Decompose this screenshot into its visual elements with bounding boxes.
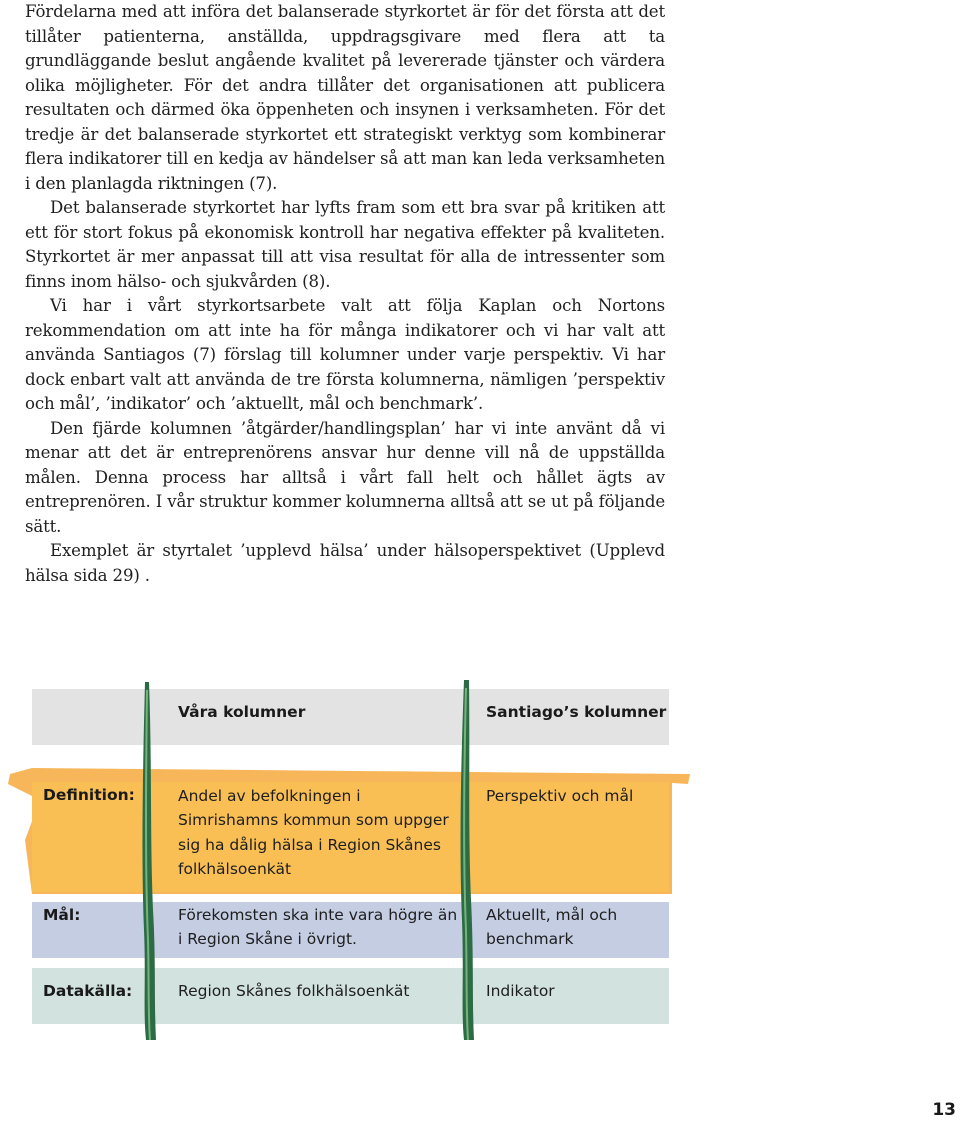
- datakalla-ours-cell: Region Skånes folkhälsoenkät: [178, 982, 410, 1000]
- definition-ours-cell: Andel av befolkningen i Simrishamns kommun som uppger sig ha dålig hälsa i Region Skånes folkhälsoenkät: [178, 787, 449, 878]
- page-number: 13: [932, 1100, 956, 1120]
- paragraph-3: Vi har i vårt styrkortsarbete valt att följa Kaplan och Nortons rekommendation om att inte ha för många indikatorer och vi har valt att använda Santiagos (7) förslag till kolumner under varje perspektiv. Vi har dock enbart valt att använda de tre första kolumnerna, nämligen ’perspektiv och mål’, ’indikator’ och ’aktuellt, mål och benchmark’.: [25, 296, 665, 413]
- stem-left: [142, 682, 156, 1040]
- row-label-mal: Mål:: [43, 906, 81, 924]
- mal-ours-cell: Förekomsten ska inte vara högre än i Region Skåne i övrigt.: [178, 906, 458, 949]
- paragraph-5: Exemplet är styrtalet ’upplevd hälsa’ under hälsoperspektivet (Upplevd hälsa sida 29) .: [25, 541, 665, 585]
- datakalla-santiago-cell: Indikator: [486, 982, 555, 1000]
- definition-santiago-cell: Perspektiv och mål: [486, 787, 634, 805]
- body-text: [25, 0, 665, 588]
- header-santiagos-kolumner: Santiago’s kolumner: [486, 703, 667, 721]
- column-stems: [0, 680, 960, 1040]
- columns-figure: [0, 680, 960, 1040]
- row-label-definition: Definition:: [43, 786, 135, 804]
- paragraph-2: Det balanserade styrkortet har lyfts fram som ett bra svar på kritiken att ett för stort fokus på ekonomisk kontroll har negativa effekter på kvaliteten. Styrkortet är mer anpassat till att visa resultat för alla de intressenter som finns inom hälso- och sjukvården (8).: [25, 198, 665, 291]
- row-label-datakalla: Datakälla:: [43, 982, 133, 1000]
- header-vara-kolumner: Våra kolumner: [178, 703, 306, 721]
- paragraph-4: Den fjärde kolumnen ’åtgärder/handlingsplan’ har vi inte använt då vi menar att det är entreprenörens ansvar hur denne vill nå de uppställda målen. Denna process har alltså i vårt fall helt och hållet ägts av entreprenören. I vår struktur kommer kolumnerna alltså att se ut på följande sätt.: [25, 418, 665, 536]
- paragraph-1: Fördelarna med att införa det balanserade styrkortet är för det första att det tillåter patienterna, anställda, uppdragsgivare med flera att ta grundläggande beslut angående kvalitet på levererade tjänster och värdera olika möjligheter. För det andra tillåter det organisationen att publicera resultaten och därmed öka öppenheten och insynen i verksamheten. För det tredje är det balanserade styrkortet ett strategiskt verktyg som kombinerar flera indikatorer till en kedja av händelser så att man kan leda verksamheten i den planlagda riktningen (7).: [25, 2, 665, 193]
- mal-santiago-cell: Aktuellt, mål och benchmark: [486, 906, 618, 949]
